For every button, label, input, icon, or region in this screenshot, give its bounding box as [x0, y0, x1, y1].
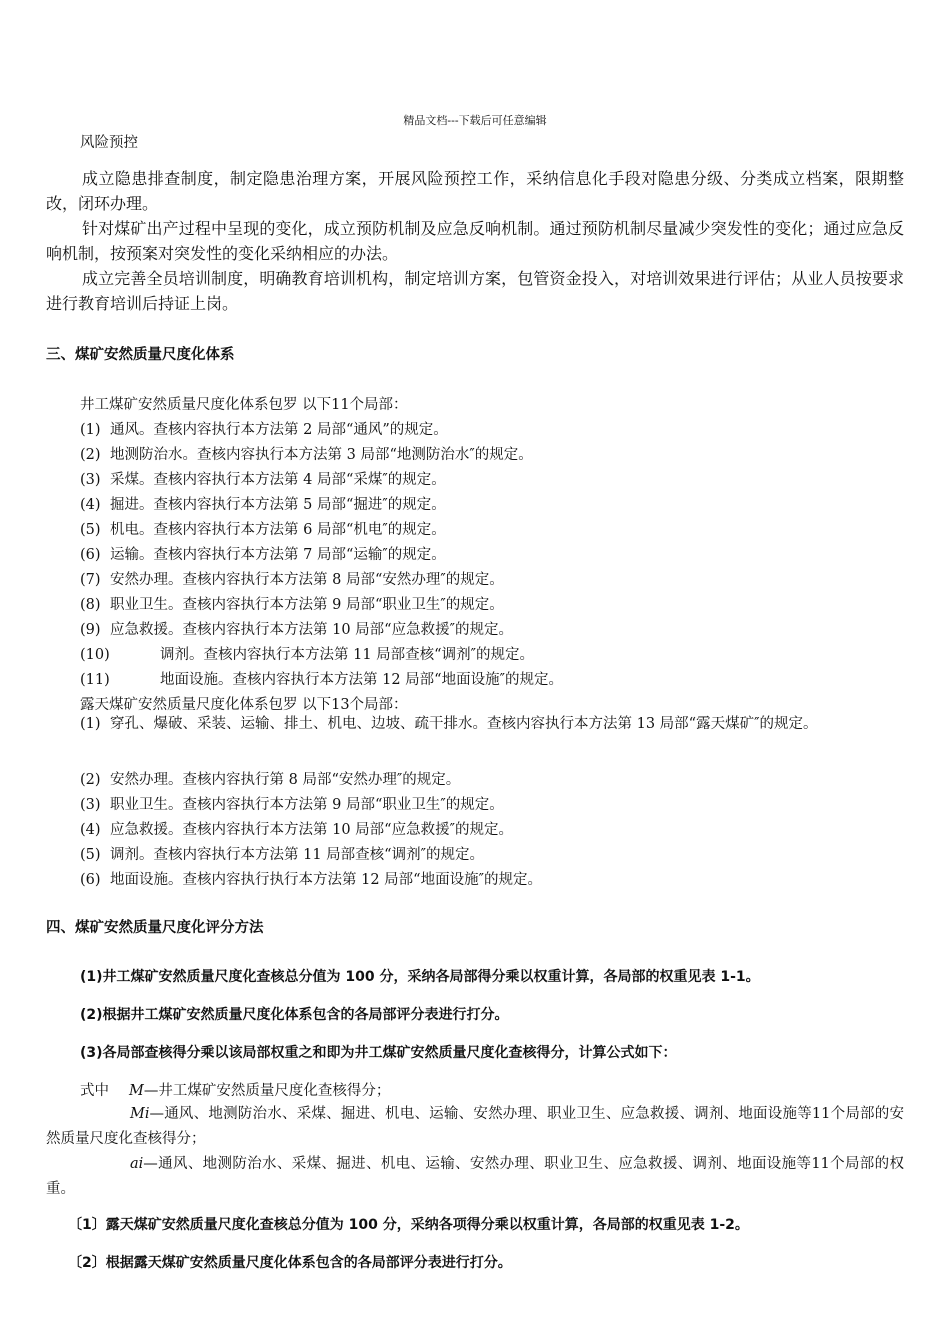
paragraph-2: 针对煤矿出产过程中呈现的变化，成立预防机制及应急反响机制。通过预防机制尽量减少突发性的变化；通过应急反响机制，按预案对突发性的变化采纳相应的办法。	[46, 219, 904, 263]
underground-item	[80, 618, 513, 639]
formula-lead: 式中	[80, 1083, 109, 1099]
formula-line-M	[80, 1079, 390, 1100]
item-text: 通风。查核内容执行本方法第 2 局部“通风”的规定。	[110, 422, 448, 438]
underground-item	[80, 568, 504, 589]
opencast-item	[80, 712, 904, 737]
formula-symbol-M: M	[129, 1083, 144, 1099]
item-number: (7)	[80, 572, 101, 588]
formula-symbol-ai: ai	[130, 1156, 144, 1172]
underground-item	[80, 418, 448, 439]
underground-item	[80, 643, 534, 664]
scoring-step-1: (1)井工煤矿安然质量尺度化查核总分值为 100 分，采纳各局部得分乘以权重计算，各局部的权重见表 1-1。	[80, 969, 760, 985]
opencast-item	[80, 868, 542, 889]
item-text: 穿孔、爆破、采装、运输、排土、机电、边坡、疏干排水。查核内容执行本方法第 13 局部“露天煤矿″的规定。	[110, 716, 818, 732]
item-text: 掘进。查核内容执行本方法第 5 局部“掘进″的规定。	[110, 497, 446, 513]
item-text: 地面设施。查核内容执行执行本方法第 12 局部“地面设施″的规定。	[110, 872, 542, 888]
item-number: (4)	[80, 497, 101, 513]
opencast-item	[80, 818, 513, 839]
formula-def-M: —井工煤矿安然质量尺度化查核得分；	[143, 1083, 391, 1099]
item-number: (6)	[80, 872, 101, 888]
item-text: 应急救援。查核内容执行本方法第 10 局部“应急救援″的规定。	[110, 822, 513, 838]
item-number: (3)	[80, 472, 101, 488]
item-text: 应急救援。查核内容执行本方法第 10 局部“应急救援″的规定。	[110, 622, 513, 638]
item-number: (9)	[80, 622, 101, 638]
item-text: 调剂。查核内容执行本方法第 11 局部查核“调剂″的规定。	[110, 847, 484, 863]
item-number: (10)	[80, 647, 110, 663]
underground-item	[80, 518, 446, 539]
underground-item	[80, 493, 446, 514]
section-4-title: 四、煤矿安然质量尺度化评分方法	[46, 920, 264, 936]
underground-item	[80, 668, 563, 689]
opencast-scoring-step-1: 〔1〕露天煤矿安然质量尺度化查核总分值为 100 分，采纳各项得分乘以权重计算，各局部的权重见表 1-2。	[68, 1217, 749, 1233]
underground-intro: 井工煤矿安然质量尺度化体系包罗 以下11个局部：	[80, 397, 408, 413]
formula-symbol-Mi: Mi	[130, 1106, 150, 1122]
item-number: (8)	[80, 597, 101, 613]
opencast-item	[80, 768, 460, 789]
item-text: 机电。查核内容执行本方法第 6 局部“机电″的规定。	[110, 522, 446, 538]
paragraph-3: 成立完善全员培训制度，明确教育培训机构，制定培训方案，包管资金投入，对培训效果进行评估；从业人员按要求进行教育培训后持证上岗。	[46, 269, 904, 313]
formula-def-Mi-block	[46, 1102, 904, 1152]
paragraph-1: 成立隐患排查制度，制定隐患治理方案，开展风险预控工作，采纳信息化手段对隐患分级、分类成立档案，限期整改，闭环办理。	[46, 169, 904, 213]
item-number: (1)	[80, 422, 101, 438]
opencast-scoring-step-2: 〔2〕根据露天煤矿安然质量尺度化体系包含的各局部评分表进行打分。	[68, 1255, 512, 1271]
item-text: 安然办理。查核内容执行本方法第 8 局部“安然办理″的规定。	[110, 572, 504, 588]
opencast-intro: 露天煤矿安然质量尺度化体系包罗 以下13个局部：	[80, 697, 408, 713]
item-text: 职业卫生。查核内容执行本方法第 9 局部“职业卫生″的规定。	[110, 797, 504, 813]
scoring-step-2: (2)根据井工煤矿安然质量尺度化体系包含的各局部评分表进行打分。	[80, 1007, 509, 1023]
section-3-title: 三、煤矿安然质量尺度化体系	[46, 347, 235, 363]
item-number: (5)	[80, 847, 101, 863]
item-text: 采煤。查核内容执行本方法第 4 局部“采煤″的规定。	[110, 472, 446, 488]
opencast-item	[80, 793, 504, 814]
underground-item	[80, 543, 446, 564]
item-text: 地面设施。查核内容执行本方法第 12 局部“地面设施″的规定。	[160, 672, 563, 688]
opencast-item	[80, 843, 484, 864]
formula-def-Mi: —通风、地测防治水、采煤、掘进、机电、运输、安然办理、职业卫生、应急救援、调剂、地面设施等11个局部的安然质量尺度化查核得分；	[46, 1106, 904, 1147]
item-text: 职业卫生。查核内容执行本方法第 9 局部“职业卫生″的规定。	[110, 597, 504, 613]
scoring-step-3: (3)各局部查核得分乘以该局部权重之和即为井工煤矿安然质量尺度化查核得分，计算公式如下：	[80, 1045, 677, 1061]
underground-item	[80, 443, 533, 464]
item-number: (11)	[80, 672, 110, 688]
item-number: (3)	[80, 797, 101, 813]
item-number: (2)	[80, 447, 101, 463]
item-number: (4)	[80, 822, 101, 838]
risk-section-title: 风险预控	[80, 135, 138, 151]
item-text: 调剂。查核内容执行本方法第 11 局部查核“调剂″的规定。	[160, 647, 534, 663]
formula-def-ai: —通风、地测防治水、采煤、掘进、机电、运输、安然办理、职业卫生、应急救援、调剂、地面设施等11个局部的权重。	[46, 1156, 904, 1197]
item-text: 地测防治水。查核内容执行本方法第 3 局部“地测防治水″的规定。	[110, 447, 533, 463]
item-text: 运输。查核内容执行本方法第 7 局部“运输″的规定。	[110, 547, 446, 563]
formula-def-ai-block	[46, 1152, 904, 1202]
item-text: 安然办理。查核内容执行第 8 局部“安然办理″的规定。	[110, 772, 461, 788]
underground-item	[80, 593, 504, 614]
item-number: (6)	[80, 547, 101, 563]
item-number: (2)	[80, 772, 101, 788]
item-number: (5)	[80, 522, 101, 538]
underground-item	[80, 468, 446, 489]
item-number: (1)	[80, 716, 101, 732]
page-header: 精品文档---下载后可任意编辑	[403, 114, 547, 127]
